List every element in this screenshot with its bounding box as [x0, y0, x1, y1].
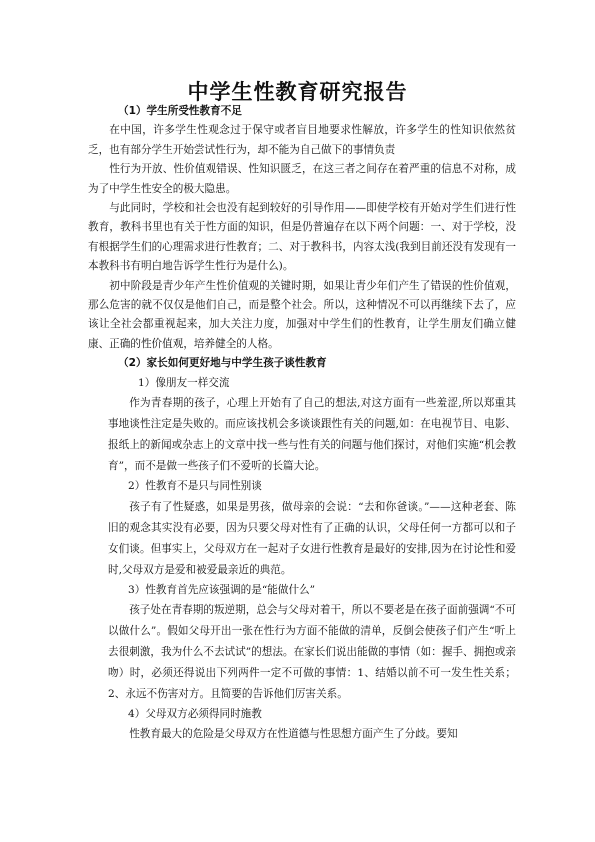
paragraph: 孩子处在青春期的叛逆期，总会与父母对着干，所以不要老是在孩子面前强调“不可以做什么”。假如父母开出一张在性行为方面不能做的清单，反倒会使孩子们产生“听上去很刺激，我为什么不去试试”的想法。在家长们说出能做的事情（如：握手、拥抱或亲吻）时，必须还得说出下列两件一定不可做的事情：1、结婚以前不可一发生性关系；2、永远不伤害对方。且简要的告诉他们厉害关系。: [108, 603, 516, 700]
paragraph: 性教育最大的危险是父母双方在性道德与性思想方面产生了分歧。要知: [129, 728, 458, 741]
subsection-heading: 3）性教育首先应该强调的是“能做什么”: [128, 583, 316, 596]
paragraph: 作为青春期的孩子，心理上开始有了自己的想法,对这方面有一些羞涩,所以郑重其事地谈性注定是失败的。而应该找机会多谈谈跟性有关的问题,如：在电视节目、电影、报纸上的新闻或杂志上的文章中找一些与性有关的问题与他们探讨，对他们实施“机会教育”，而不是做一些孩子们不爱听的长篇大论。: [108, 397, 516, 473]
paragraph: 初中阶段是青少年产生性价值观的关键时期，如果让青少年们产生了错误的性价值观，那么危害的就不仅仅是他们自己，而是整个社会。所以，这种情况不可以再继续下去了，应该让全社会都重视起来，加大关注力度，加强对中学生们的性教育，让学生朋友们确立健康、正确的性价值观，培养健全的人格。: [88, 279, 516, 350]
subsection-heading: 2）性教育不是只与同性别谈: [128, 480, 262, 493]
document-title: 中学生性教育研究报告: [187, 80, 408, 104]
paragraph: 性行为开放、性价值观错误、性知识匮乏，在这三者之间存在着严重的信息不对称，成为了中学生性安全的极大隐患。: [88, 163, 516, 195]
section-1-heading: （1）学生所受性教育不足: [118, 105, 242, 117]
subsection-heading: 1）像朋友一样交流: [138, 376, 230, 389]
document-body: [88, 102, 516, 745]
subsection-heading: 4）父母双方必须得同时施教: [128, 707, 262, 720]
paragraph: 在中国，许多学生性观念过于保守或者盲目地要求性解放，许多学生的性知识依然贫乏，也有部分学生开始尝试性行为，却不能为自己做下的事情负责: [88, 124, 516, 156]
section-2-heading: （2）家长如何更好地与中学生孩子谈性教育: [118, 357, 327, 370]
paragraph: 孩子有了性疑惑，如果是男孩，做母亲的会说：“去和你爸谈。”——这种老套、陈旧的观念其实没有必要，因为只要父母对性有了正确的认识，父母任何一方都可以和子女们谈。但事实上，父母双方在一起对子女进行性教育是最好的安排,因为在讨论性和爱时,父母双方是爱和被爱最亲近的典范。: [108, 500, 516, 576]
paragraph: 与此同时，学校和社会也没有起到较好的引导作用——即使学校有开始对学生们进行性教育，教科书里也有关于性方面的知识，但是仍普遍存在以下两个问题：一、对于学校，没有根据学生们的心理需求进行性教育；二、对于教科书，内容太浅(我到目前还没有发现有一本教科书有明白地告诉学生性行为是什么)。: [88, 202, 516, 273]
